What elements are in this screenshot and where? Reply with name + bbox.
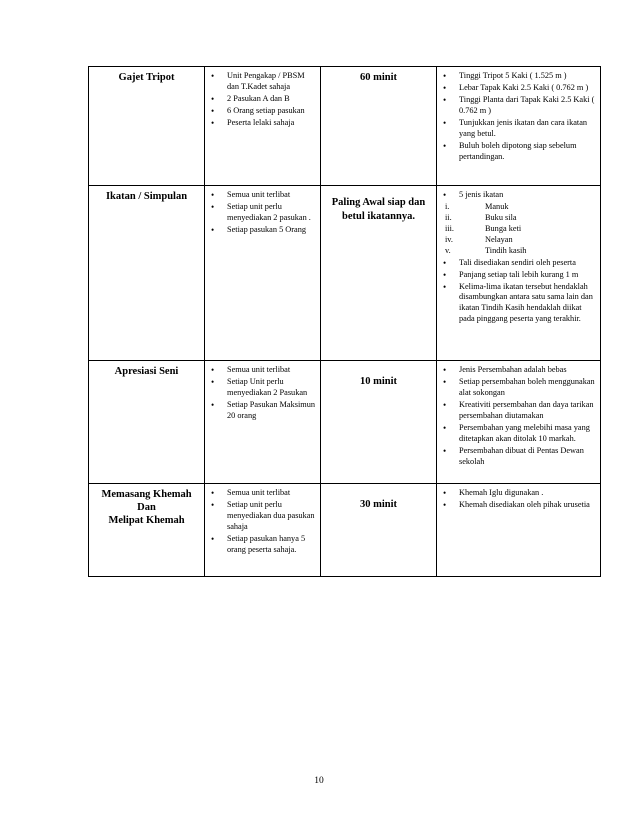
participants-cell — [205, 361, 321, 484]
event-name-line: Memasang Khemah — [101, 489, 192, 500]
list-item: • Tunjukkan jenis ikatan dan cara ikatan yang betul. — [441, 118, 596, 140]
list-item: • Tinggi Tripot 5 Kaki ( 1.525 m ) — [441, 71, 596, 82]
list-item: • Unit Pengakap / PBSM dan T.Kadet sahaja — [209, 71, 316, 93]
event-name-line: Melipat Khemah — [108, 515, 185, 527]
list-item: • Khemah disediakan oleh pihak urusetia — [441, 500, 596, 511]
list-item: • Jenis Persembahan adalah bebas — [441, 365, 596, 376]
knot-item: ii. Buku sila — [445, 212, 517, 222]
event-name: Apresiasi Seni — [89, 361, 205, 484]
list-item: • Kelima-lima ikatan tersebut hendaklah disambungkan antara satu sama lain dan ikatan Tindih Kasih hendaklah diikat pada pinggang peserta yang terakhir. — [441, 282, 596, 326]
participants-cell — [205, 186, 321, 361]
list-item: • Semua unit terlibat — [209, 365, 316, 376]
list-item: • Tinggi Planta dari Tapak Kaki 2.5 Kaki ( 0.762 m ) — [441, 95, 596, 117]
event-name — [89, 484, 205, 577]
list-item: • Semua unit terlibat — [209, 190, 316, 201]
list-item: • 5 jenis ikatan — [441, 190, 596, 201]
list-item: • Buluh boleh dipotong siap sebelum pertandingan. — [441, 141, 596, 163]
list-item: • Setiap Unit perlu menyediakan 2 Pasukan — [209, 377, 316, 399]
knot-item: i. Manuk — [445, 201, 509, 211]
knot-item: iv. Nelayan — [445, 234, 513, 244]
list-item: • Tali disediakan sendiri oleh peserta — [441, 258, 596, 269]
list-item: • Setiap unit perlu menyediakan 2 pasukan . — [209, 202, 316, 224]
notes-cell — [437, 484, 601, 577]
list-item: • Kreativiti persembahan dan daya tarikan persembahan diutamakan — [441, 400, 596, 422]
knot-types-list — [441, 202, 596, 257]
list-item: • Setiap Pasukan Maksimun 20 orang — [209, 400, 316, 422]
notes-cell — [437, 361, 601, 484]
list-item: • Panjang setiap tali lebih kurang 1 m — [441, 270, 596, 281]
list-item: • 2 Pasukan A dan B — [209, 94, 316, 105]
list-item: • Peserta lelaki sahaja — [209, 118, 316, 129]
table-row — [89, 484, 601, 577]
list-item: • Khemah Iglu digunakan . — [441, 488, 596, 499]
list-item: • Persembahan dibuat di Pentas Dewan sekolah — [441, 446, 596, 468]
list-item: • Setiap pasukan 5 Orang — [209, 225, 316, 236]
duration-cell: 10 minit — [321, 361, 437, 484]
list-item: • 6 Orang setiap pasukan — [209, 106, 316, 117]
list-item: • Lebar Tapak Kaki 2.5 Kaki ( 0.762 m ) — [441, 83, 596, 94]
table-row — [89, 186, 601, 361]
duration-cell: 30 minit — [321, 484, 437, 577]
knot-item: v. Tindih kasih — [445, 245, 527, 255]
competition-rules-table — [88, 66, 601, 577]
notes-cell — [437, 186, 601, 361]
event-name-line: Dan — [137, 502, 156, 514]
list-item: • Semua unit terlibat — [209, 488, 316, 499]
duration-cell: 60 minit — [321, 67, 437, 186]
list-item: • Setiap pasukan hanya 5 orang peserta sahaja. — [209, 534, 316, 556]
list-item: • Setiap unit perlu menyediakan dua pasukan sahaja — [209, 500, 316, 533]
event-name: Gajet Tripot — [89, 67, 205, 186]
page-number: 10 — [314, 776, 324, 786]
participants-cell — [205, 67, 321, 186]
knot-item: iii. Bunga keti — [445, 223, 522, 233]
list-item: • Persembahan yang melebihi masa yang ditetapkan akan ditolak 10 markah. — [441, 423, 596, 445]
list-item: • Setiap persembahan boleh menggunakan alat sokongan — [441, 377, 596, 399]
duration-cell: Paling Awal siap dan betul ikatannya. — [321, 186, 437, 361]
event-name: Ikatan / Simpulan — [89, 186, 205, 361]
notes-cell — [437, 67, 601, 186]
table-row — [89, 67, 601, 186]
table-row — [89, 361, 601, 484]
participants-cell — [205, 484, 321, 577]
